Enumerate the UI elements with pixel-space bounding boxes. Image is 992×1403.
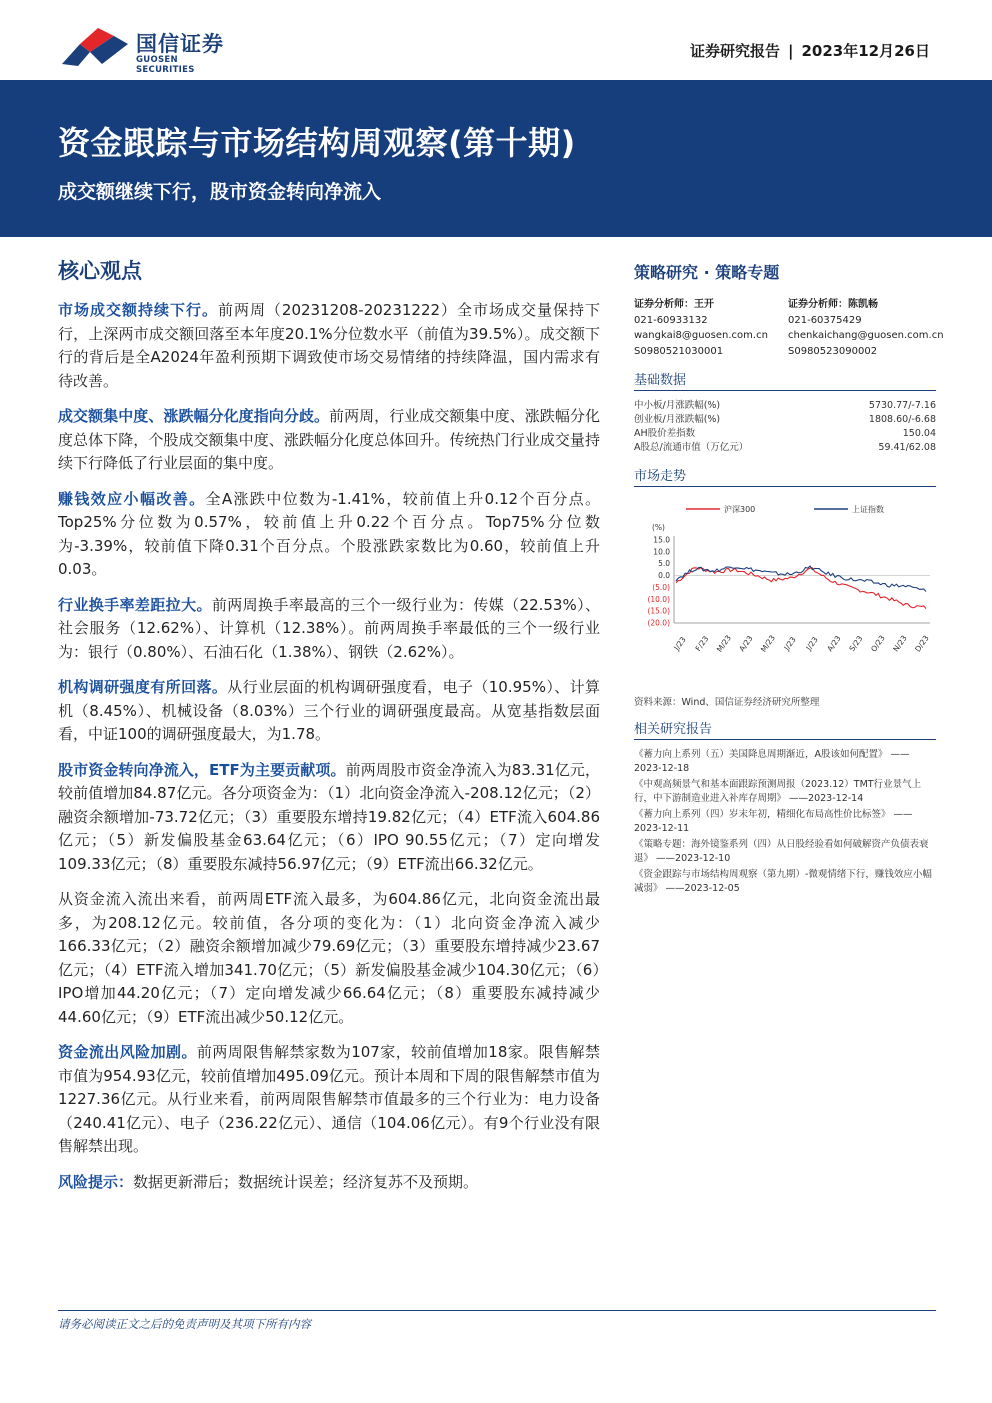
paragraph-highlight: 成交额集中度、涨跌幅分化度指向分歧。 bbox=[58, 407, 330, 425]
basic-data-row bbox=[634, 413, 936, 427]
paragraph-text: 前两周换手率最高的三个一级行业为：传媒（22.53%）、社会服务（12.62%）、计算机（12.38%）。前两周换手率最低的三个一级行业为：银行（0.80%）、石油石化（1.38%）、钢铁（2.62%）。 bbox=[58, 595, 600, 661]
y-tick-label: 5.0 bbox=[658, 559, 670, 569]
logo-mark-icon bbox=[58, 24, 132, 70]
related-reports-heading: 相关研究报告 bbox=[634, 718, 936, 740]
x-tick-label: M/23 bbox=[714, 633, 733, 654]
footer-divider bbox=[58, 1310, 936, 1311]
analyst-email[interactable]: wangkai8@guosen.com.cn bbox=[634, 330, 768, 341]
basic-data-table bbox=[634, 399, 936, 455]
paragraph-highlight: 机构调研强度有所回落。 bbox=[58, 678, 228, 696]
paragraph-text: 前两周（20231208-20231222）全市场成交量保持下行，上深两市成交额回落至本年度20.1%分位数水平（前值为39.5%）。成交额下行的背后是全A2024年盈利预期下调致使市场交易情绪的持续降温，国内需求有待改善。 bbox=[58, 301, 600, 390]
basic-data-value: 59.41/62.08 bbox=[878, 442, 936, 453]
y-tick-label: (15.0) bbox=[647, 606, 670, 616]
basic-data-row bbox=[634, 399, 936, 413]
related-report-date: ——2023-12-14 bbox=[789, 792, 864, 804]
paragraph-highlight: 资金流出风险加剧。 bbox=[58, 1043, 197, 1061]
paragraph-highlight: 风险提示： bbox=[58, 1172, 134, 1191]
analyst-phone: 021-60375429 bbox=[788, 314, 862, 326]
series-line bbox=[676, 566, 926, 591]
related-report-item[interactable] bbox=[634, 838, 936, 865]
analyst-name: 证券分析师：陈凯畅 bbox=[788, 299, 878, 310]
paragraph-text: 前两周股市资金净流入为83.31亿元，较前值增加84.87亿元。各分项资金为：（1）北向资金净流入-208.12亿元；（2）融资余额增加-73.72亿元；（3）重要股东增持19.82亿元；（4）ETF流入604.86亿元；（5）新发偏股基金63.64亿元；（6）IPO 90.55亿元；（7）定向增发109.33亿元；（8）重要股东减持56.97亿元；（9）ETF流出66.32亿元。 bbox=[58, 760, 600, 873]
logo-text-cn: 国信证券 bbox=[136, 32, 224, 56]
analyst-email[interactable]: chenkaichang@guosen.com.cn bbox=[788, 330, 944, 341]
paragraph-text: 数据更新滞后；数据统计误差；经济复苏不及预期。 bbox=[133, 1172, 479, 1191]
market-trend-chart bbox=[634, 495, 936, 690]
analyst-card bbox=[634, 297, 782, 359]
logo-text-en: GUOSEN SECURITIES bbox=[136, 55, 195, 75]
related-reports-list bbox=[634, 748, 936, 895]
x-tick-label: A/23 bbox=[737, 633, 755, 654]
paragraph-text: 前两周，行业成交额集中度、涨跌幅分化度总体下降，个股成交额集中度、涨跌幅分化度总体回升。传统热门行业成交量持续下行降低了行业层面的集中度。 bbox=[58, 407, 600, 472]
series-line bbox=[676, 568, 926, 609]
core-views-section bbox=[58, 255, 600, 1206]
x-tick-label: D/23 bbox=[913, 633, 931, 654]
report-title: 资金跟踪与市场结构周观察(第十期) bbox=[58, 124, 576, 162]
chart-source: 资料来源：Wind、国信证券经济研究所整理 bbox=[634, 697, 820, 708]
core-paragraph bbox=[58, 1041, 600, 1159]
y-tick-label: (5.0) bbox=[652, 582, 670, 592]
x-tick-label: J/23 bbox=[782, 635, 798, 653]
paragraph-highlight: 行业换手率差距拉大。 bbox=[58, 595, 212, 614]
legend-label: 上证指数 bbox=[852, 505, 884, 514]
basic-data-value: 1808.60/-6.68 bbox=[868, 414, 936, 425]
core-paragraph bbox=[58, 1171, 600, 1195]
core-views-title: 核心观点 bbox=[58, 259, 142, 283]
related-report-title: 《策略专题：海外镜鉴系列（四）从日股经验看如何破解资产负债表衰退》 bbox=[634, 839, 929, 864]
related-report-title: 《中观高频景气和基本面跟踪预测周报（2023.12）TMT行业景气上行，中下游制造业进入补库存周期》 bbox=[634, 779, 922, 804]
analyst-card bbox=[788, 297, 944, 359]
x-tick-label: O/23 bbox=[869, 633, 887, 654]
paragraph-highlight: 赚钱效应小幅改善。 bbox=[58, 489, 206, 508]
related-report-item[interactable] bbox=[634, 808, 936, 835]
core-paragraph bbox=[58, 888, 600, 1029]
y-tick-label: 0.0 bbox=[658, 571, 670, 581]
paragraph-text: 从行业层面的机构调研强度看，电子（10.95%）、计算机（8.45%）、机械设备（8.03%）三个行业的调研强度最高。从宽基指数层面看，中证100的调研强度最大，为1.78。 bbox=[58, 678, 600, 743]
basic-data-value: 150.04 bbox=[902, 428, 936, 439]
sidebar bbox=[634, 260, 944, 898]
paragraph-text: 从资金流入流出来看，前两周ETF流入最多，为604.86亿元，北向资金流出最多，为208.12亿元。较前值，各分项的变化为：（1）北向资金净流入减少166.33亿元；（2）融资余额增加减少79.69亿元；（3）重要股东增持减少23.67亿元；（4）ETF流入增加341.70亿元；（5）新发偏股基金减少104.30亿元；（6）IPO增加44.20亿元；（7）定向增发减少66.64亿元；（8）重要股东减持减少44.60亿元；（9）ETF流出减少50.12亿元。 bbox=[58, 890, 600, 1026]
related-report-item[interactable] bbox=[634, 748, 936, 775]
related-report-item[interactable] bbox=[634, 868, 936, 895]
y-tick-label: 10.0 bbox=[653, 547, 670, 557]
basic-data-value: 5730.77/-7.16 bbox=[868, 400, 936, 411]
guosen-logo bbox=[58, 24, 238, 75]
related-report-date: ——2023-12-10 bbox=[656, 852, 731, 864]
title-banner bbox=[0, 80, 992, 237]
page-header bbox=[0, 0, 992, 80]
related-report-date: ——2023-12-11 bbox=[634, 809, 913, 834]
basic-data-label: A股总/流通市值（万亿元） bbox=[634, 442, 749, 453]
related-report-title: 《资金跟踪与市场结构周观察（第九期）-微观情绪下行，赚钱效应小幅减弱》 bbox=[634, 869, 932, 894]
paragraph-text: 前两周限售解禁家数为107家，较前值增加18家。限售解禁市值为954.93亿元，较前值增加495.09亿元。预计本周和下周的限售解禁市值为1227.36亿元。从行业来看，前两周限售解禁市值最多的三个行业为：电力设备（240.41亿元）、电子（236.22亿元）、通信（104.06亿元）。有9个行业没有限售解禁出现。 bbox=[58, 1043, 600, 1155]
x-tick-label: S/23 bbox=[847, 634, 865, 654]
analyst-phone: 021-60933132 bbox=[634, 314, 708, 326]
core-paragraph bbox=[58, 405, 600, 476]
core-paragraph bbox=[58, 594, 600, 665]
core-paragraph bbox=[58, 759, 600, 877]
basic-data-row bbox=[634, 427, 936, 441]
core-paragraphs bbox=[58, 299, 600, 1194]
y-tick-label: 15.0 bbox=[653, 535, 670, 545]
y-tick-label: (10.0) bbox=[647, 594, 670, 604]
market-trend-heading: 市场走势 bbox=[634, 465, 936, 487]
analyst-license: S0980523090002 bbox=[788, 345, 878, 357]
analyst-info bbox=[634, 297, 944, 359]
paragraph-text: 全A涨跌中位数为-1.41%，较前值上升0.12个百分点。Top25%分位数为0.57%，较前值上升0.22个百分点。Top75%分位数为-3.39%，较前值下降0.31个百分点。个股涨跌家数比为0.60，较前值上升0.03。 bbox=[58, 489, 600, 578]
core-paragraph bbox=[58, 488, 600, 582]
analyst-license: S0980521030001 bbox=[634, 345, 724, 357]
related-report-date: ——2023-12-05 bbox=[665, 882, 740, 894]
report-date: 2023年12月26日 bbox=[801, 42, 930, 60]
x-tick-label: J/23 bbox=[804, 635, 820, 653]
paragraph-highlight: 股市资金转向净流入，ETF为主要贡献项。 bbox=[58, 760, 346, 779]
header-separator: | bbox=[788, 42, 794, 60]
y-axis-label: (%) bbox=[652, 523, 665, 532]
analyst-name: 证券分析师：王开 bbox=[634, 299, 714, 310]
report-subtitle: 成交额继续下行，股市资金转向净流入 bbox=[58, 181, 382, 203]
y-tick-label: (20.0) bbox=[647, 618, 670, 628]
report-type: 证券研究报告 bbox=[690, 42, 781, 60]
x-tick-label: F/23 bbox=[693, 634, 711, 653]
chart-svg bbox=[634, 495, 936, 690]
paragraph-highlight: 市场成交额持续下行。 bbox=[58, 301, 218, 319]
x-tick-label: M/23 bbox=[758, 633, 777, 654]
report-meta bbox=[690, 40, 930, 61]
core-paragraph bbox=[58, 676, 600, 747]
core-paragraph bbox=[58, 299, 600, 393]
basic-data-label: AH股价差指数 bbox=[634, 428, 696, 439]
basic-data-heading: 基础数据 bbox=[634, 369, 936, 391]
sidebar-title: 策略研究 · 策略专题 bbox=[634, 263, 780, 282]
related-report-title: 《蓄力向上系列（四）岁末年初，精细化布局高性价比标签》 bbox=[634, 809, 891, 820]
related-report-title: 《蓄力向上系列（五）美国降息周期渐近，A股该如何配置》 bbox=[634, 749, 888, 760]
x-tick-label: J/23 bbox=[672, 635, 688, 653]
x-tick-label: N/23 bbox=[891, 633, 909, 654]
basic-data-label: 中小板/月涨跌幅(%) bbox=[634, 400, 721, 411]
basic-data-row bbox=[634, 441, 936, 455]
related-report-item[interactable] bbox=[634, 778, 936, 805]
footer-disclaimer: 请务必阅读正文之后的免责声明及其项下所有内容 bbox=[58, 1317, 311, 1331]
legend-label: 沪深300 bbox=[724, 505, 756, 514]
basic-data-label: 创业板/月涨跌幅(%) bbox=[634, 414, 721, 425]
related-report-date: ——2023-12-18 bbox=[634, 749, 910, 774]
x-tick-label: A/23 bbox=[825, 633, 843, 654]
